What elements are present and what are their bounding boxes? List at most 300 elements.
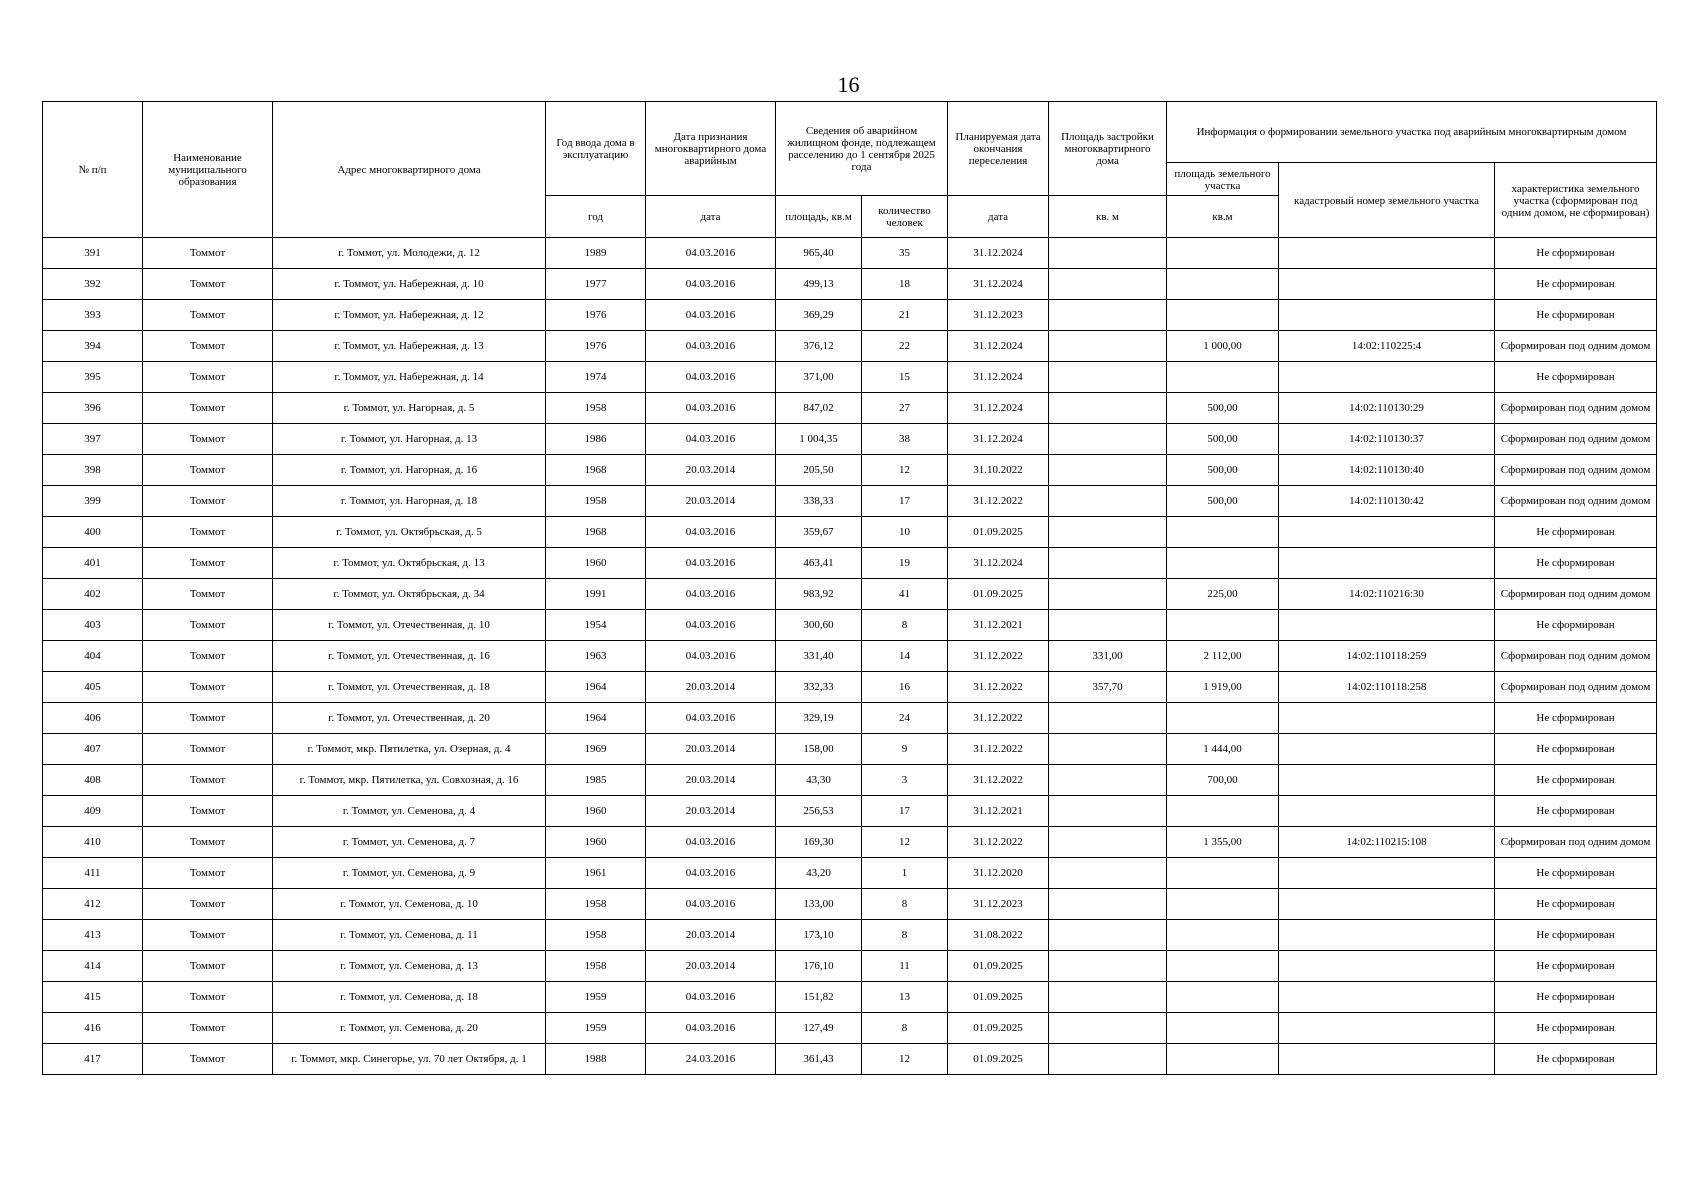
municipality-cell: Томмот: [143, 734, 273, 765]
planned-end-cell: 31.12.2024: [948, 424, 1049, 455]
planned-end-cell: 31.12.2020: [948, 858, 1049, 889]
planned-end-cell: 31.12.2024: [948, 548, 1049, 579]
people-count-cell: 13: [862, 982, 948, 1013]
row-number: 394: [43, 331, 143, 362]
people-count-cell: 8: [862, 920, 948, 951]
municipality-cell: Томмот: [143, 579, 273, 610]
land-char-cell: Не сформирован: [1495, 920, 1657, 951]
built-area-cell: [1049, 796, 1167, 827]
table-row: [43, 362, 1657, 393]
area-cell: 43,30: [776, 765, 862, 796]
cadastral-number-cell: [1279, 889, 1495, 920]
municipality-cell: Томмот: [143, 424, 273, 455]
land-char-cell: Не сформирован: [1495, 238, 1657, 269]
recognition-date-cell: 20.03.2014: [646, 796, 776, 827]
table-row: [43, 734, 1657, 765]
table-row: [43, 610, 1657, 641]
land-char-cell: Не сформирован: [1495, 548, 1657, 579]
land-area-cell: 500,00: [1167, 486, 1279, 517]
land-char-cell: Не сформирован: [1495, 362, 1657, 393]
planned-end-cell: 01.09.2025: [948, 982, 1049, 1013]
table-row: [43, 703, 1657, 734]
cadastral-number-cell: [1279, 362, 1495, 393]
table-row: [43, 424, 1657, 455]
land-char-cell: Не сформирован: [1495, 889, 1657, 920]
people-count-cell: 12: [862, 1044, 948, 1075]
municipality-cell: Томмот: [143, 517, 273, 548]
area-cell: 338,33: [776, 486, 862, 517]
people-count-cell: 8: [862, 1013, 948, 1044]
row-number: 398: [43, 455, 143, 486]
built-area-cell: [1049, 889, 1167, 920]
header-built-area: Площадь застройки многоквартирного дома: [1049, 102, 1167, 196]
area-cell: 499,13: [776, 269, 862, 300]
address-cell: г. Томмот, ул. Семенова, д. 11: [273, 920, 546, 951]
table-row: [43, 889, 1657, 920]
area-cell: 173,10: [776, 920, 862, 951]
table-row: [43, 1044, 1657, 1075]
recognition-date-cell: 04.03.2016: [646, 548, 776, 579]
recognition-date-cell: 04.03.2016: [646, 269, 776, 300]
built-area-cell: [1049, 362, 1167, 393]
row-number: 409: [43, 796, 143, 827]
area-cell: 847,02: [776, 393, 862, 424]
area-cell: 983,92: [776, 579, 862, 610]
recognition-date-cell: 04.03.2016: [646, 610, 776, 641]
land-area-cell: [1167, 982, 1279, 1013]
built-area-cell: [1049, 331, 1167, 362]
table-row: [43, 579, 1657, 610]
land-area-cell: [1167, 703, 1279, 734]
year-built-cell: 1958: [546, 393, 646, 424]
address-cell: г. Томмот, ул. Семенова, д. 7: [273, 827, 546, 858]
header-recognition-date: Дата признания многоквартирного дома аварийным: [646, 102, 776, 196]
year-built-cell: 1958: [546, 920, 646, 951]
land-area-cell: 2 112,00: [1167, 641, 1279, 672]
municipality-cell: Томмот: [143, 393, 273, 424]
area-cell: 127,49: [776, 1013, 862, 1044]
recognition-date-cell: 04.03.2016: [646, 424, 776, 455]
year-built-cell: 1991: [546, 579, 646, 610]
built-area-cell: [1049, 517, 1167, 548]
planned-end-cell: 31.12.2022: [948, 672, 1049, 703]
recognition-date-cell: 04.03.2016: [646, 982, 776, 1013]
area-cell: 169,30: [776, 827, 862, 858]
table-row: [43, 641, 1657, 672]
people-count-cell: 12: [862, 455, 948, 486]
municipality-cell: Томмот: [143, 238, 273, 269]
area-cell: 361,43: [776, 1044, 862, 1075]
cadastral-number-cell: [1279, 796, 1495, 827]
built-area-cell: [1049, 734, 1167, 765]
year-built-cell: 1985: [546, 765, 646, 796]
year-built-cell: 1958: [546, 486, 646, 517]
municipality-cell: Томмот: [143, 672, 273, 703]
planned-end-cell: 31.08.2022: [948, 920, 1049, 951]
municipality-cell: Томмот: [143, 703, 273, 734]
land-char-cell: Сформирован под одним домом: [1495, 672, 1657, 703]
land-area-cell: [1167, 858, 1279, 889]
recognition-date-cell: 04.03.2016: [646, 362, 776, 393]
municipality-cell: Томмот: [143, 796, 273, 827]
municipality-cell: Томмот: [143, 827, 273, 858]
people-count-cell: 15: [862, 362, 948, 393]
table-row: [43, 951, 1657, 982]
municipality-cell: Томмот: [143, 920, 273, 951]
year-built-cell: 1974: [546, 362, 646, 393]
area-cell: 133,00: [776, 889, 862, 920]
people-count-cell: 1: [862, 858, 948, 889]
address-cell: г. Томмот, ул. Набережная, д. 14: [273, 362, 546, 393]
built-area-cell: [1049, 1044, 1167, 1075]
planned-end-cell: 31.12.2022: [948, 827, 1049, 858]
people-count-cell: 11: [862, 951, 948, 982]
row-number: 400: [43, 517, 143, 548]
people-count-cell: 22: [862, 331, 948, 362]
municipality-cell: Томмот: [143, 300, 273, 331]
area-cell: 332,33: [776, 672, 862, 703]
area-cell: 463,41: [776, 548, 862, 579]
area-cell: 329,19: [776, 703, 862, 734]
recognition-date-cell: 20.03.2014: [646, 455, 776, 486]
cadastral-number-cell: [1279, 300, 1495, 331]
municipality-cell: Томмот: [143, 548, 273, 579]
planned-end-cell: 31.12.2023: [948, 889, 1049, 920]
municipality-cell: Томмот: [143, 486, 273, 517]
address-cell: г. Томмот, ул. Набережная, д. 10: [273, 269, 546, 300]
planned-end-cell: 31.12.2024: [948, 393, 1049, 424]
land-area-cell: [1167, 1013, 1279, 1044]
row-number: 397: [43, 424, 143, 455]
table-row: [43, 517, 1657, 548]
address-cell: г. Томмот, ул. Семенова, д. 9: [273, 858, 546, 889]
area-cell: 359,67: [776, 517, 862, 548]
cadastral-number-cell: [1279, 517, 1495, 548]
year-built-cell: 1977: [546, 269, 646, 300]
land-area-cell: [1167, 517, 1279, 548]
planned-end-cell: 31.12.2022: [948, 703, 1049, 734]
address-cell: г. Томмот, ул. Семенова, д. 13: [273, 951, 546, 982]
address-cell: г. Томмот, ул. Нагорная, д. 13: [273, 424, 546, 455]
built-area-cell: 357,70: [1049, 672, 1167, 703]
address-cell: г. Томмот, ул. Семенова, д. 10: [273, 889, 546, 920]
land-char-cell: Не сформирован: [1495, 269, 1657, 300]
municipality-cell: Томмот: [143, 951, 273, 982]
row-number: 415: [43, 982, 143, 1013]
municipality-cell: Томмот: [143, 269, 273, 300]
planned-end-cell: 31.12.2024: [948, 362, 1049, 393]
built-area-cell: [1049, 486, 1167, 517]
people-count-cell: 17: [862, 486, 948, 517]
address-cell: г. Томмот, ул. Молодежи, д. 12: [273, 238, 546, 269]
land-char-cell: Сформирован под одним домом: [1495, 393, 1657, 424]
area-cell: 205,50: [776, 455, 862, 486]
header-land-info: Информация о формировании земельного участка под аварийным многоквартирным домом: [1167, 102, 1657, 163]
year-built-cell: 1986: [546, 424, 646, 455]
row-number: 391: [43, 238, 143, 269]
land-area-cell: [1167, 889, 1279, 920]
page-number: 16: [837, 72, 860, 97]
land-char-cell: Сформирован под одним домом: [1495, 455, 1657, 486]
planned-end-cell: 31.12.2023: [948, 300, 1049, 331]
cadastral-number-cell: 14:02:110225:4: [1279, 331, 1495, 362]
table-header: [43, 102, 1657, 238]
row-number: 412: [43, 889, 143, 920]
recognition-date-cell: 20.03.2014: [646, 765, 776, 796]
table-row: [43, 269, 1657, 300]
land-char-cell: Не сформирован: [1495, 982, 1657, 1013]
year-built-cell: 1960: [546, 548, 646, 579]
municipality-cell: Томмот: [143, 765, 273, 796]
row-number: 399: [43, 486, 143, 517]
cadastral-number-cell: [1279, 951, 1495, 982]
cadastral-number-cell: [1279, 765, 1495, 796]
land-char-cell: Сформирован под одним домом: [1495, 579, 1657, 610]
address-cell: г. Томмот, ул. Нагорная, д. 16: [273, 455, 546, 486]
address-cell: г. Томмот, ул. Нагорная, д. 18: [273, 486, 546, 517]
row-number: 404: [43, 641, 143, 672]
unit-people: количество человек: [862, 196, 948, 238]
unit-year: год: [546, 196, 646, 238]
recognition-date-cell: 04.03.2016: [646, 393, 776, 424]
people-count-cell: 38: [862, 424, 948, 455]
land-area-cell: [1167, 548, 1279, 579]
people-count-cell: 35: [862, 238, 948, 269]
year-built-cell: 1963: [546, 641, 646, 672]
people-count-cell: 12: [862, 827, 948, 858]
land-area-cell: 500,00: [1167, 455, 1279, 486]
built-area-cell: [1049, 610, 1167, 641]
cadastral-number-cell: [1279, 982, 1495, 1013]
row-number: 401: [43, 548, 143, 579]
recognition-date-cell: 24.03.2016: [646, 1044, 776, 1075]
row-number: 411: [43, 858, 143, 889]
table-row: [43, 982, 1657, 1013]
planned-end-cell: 31.12.2022: [948, 765, 1049, 796]
unit-area: площадь, кв.м: [776, 196, 862, 238]
address-cell: г. Томмот, ул. Отечественная, д. 10: [273, 610, 546, 641]
people-count-cell: 9: [862, 734, 948, 765]
area-cell: 376,12: [776, 331, 862, 362]
land-char-cell: Сформирован под одним домом: [1495, 486, 1657, 517]
row-number: 403: [43, 610, 143, 641]
year-built-cell: 1961: [546, 858, 646, 889]
table-body: [43, 238, 1657, 1075]
people-count-cell: 10: [862, 517, 948, 548]
area-cell: 43,20: [776, 858, 862, 889]
cadastral-number-cell: 14:02:110130:29: [1279, 393, 1495, 424]
cadastral-number-cell: [1279, 1013, 1495, 1044]
land-area-cell: [1167, 300, 1279, 331]
people-count-cell: 8: [862, 889, 948, 920]
year-built-cell: 1969: [546, 734, 646, 765]
land-area-cell: [1167, 1044, 1279, 1075]
recognition-date-cell: 20.03.2014: [646, 920, 776, 951]
address-cell: г. Томмот, ул. Семенова, д. 18: [273, 982, 546, 1013]
land-char-cell: Не сформирован: [1495, 734, 1657, 765]
people-count-cell: 17: [862, 796, 948, 827]
table-row: [43, 238, 1657, 269]
cadastral-number-cell: [1279, 269, 1495, 300]
planned-end-cell: 01.09.2025: [948, 517, 1049, 548]
planned-end-cell: 01.09.2025: [948, 1013, 1049, 1044]
table-row: [43, 672, 1657, 703]
year-built-cell: 1988: [546, 1044, 646, 1075]
land-area-cell: [1167, 362, 1279, 393]
land-char-cell: Не сформирован: [1495, 300, 1657, 331]
row-number: 402: [43, 579, 143, 610]
land-char-cell: Не сформирован: [1495, 951, 1657, 982]
built-area-cell: [1049, 951, 1167, 982]
recognition-date-cell: 04.03.2016: [646, 827, 776, 858]
area-cell: 176,10: [776, 951, 862, 982]
area-cell: 1 004,35: [776, 424, 862, 455]
year-built-cell: 1958: [546, 889, 646, 920]
address-cell: г. Томмот, ул. Октябрьская, д. 5: [273, 517, 546, 548]
year-built-cell: 1976: [546, 300, 646, 331]
row-number: 392: [43, 269, 143, 300]
year-built-cell: 1959: [546, 1013, 646, 1044]
address-cell: г. Томмот, ул. Отечественная, д. 16: [273, 641, 546, 672]
recognition-date-cell: 04.03.2016: [646, 641, 776, 672]
unit-date: дата: [646, 196, 776, 238]
people-count-cell: 18: [862, 269, 948, 300]
address-cell: г. Томмот, ул. Нагорная, д. 5: [273, 393, 546, 424]
land-area-cell: [1167, 796, 1279, 827]
planned-end-cell: 31.12.2024: [948, 269, 1049, 300]
area-cell: 300,60: [776, 610, 862, 641]
year-built-cell: 1989: [546, 238, 646, 269]
area-cell: 369,29: [776, 300, 862, 331]
built-area-cell: [1049, 982, 1167, 1013]
planned-end-cell: 31.12.2022: [948, 734, 1049, 765]
planned-end-cell: 31.12.2021: [948, 796, 1049, 827]
built-area-cell: [1049, 765, 1167, 796]
area-cell: 151,82: [776, 982, 862, 1013]
address-cell: г. Томмот, ул. Октябрьская, д. 13: [273, 548, 546, 579]
land-area-cell: [1167, 920, 1279, 951]
land-area-cell: 1 355,00: [1167, 827, 1279, 858]
cadastral-number-cell: 14:02:110118:259: [1279, 641, 1495, 672]
address-cell: г. Томмот, ул. Семенова, д. 20: [273, 1013, 546, 1044]
built-area-cell: [1049, 579, 1167, 610]
table-row: [43, 393, 1657, 424]
address-cell: г. Томмот, ул. Набережная, д. 12: [273, 300, 546, 331]
year-built-cell: 1960: [546, 827, 646, 858]
municipality-cell: Томмот: [143, 982, 273, 1013]
land-char-cell: Не сформирован: [1495, 517, 1657, 548]
planned-end-cell: 01.09.2025: [948, 951, 1049, 982]
year-built-cell: 1976: [546, 331, 646, 362]
built-area-cell: [1049, 827, 1167, 858]
area-cell: 256,53: [776, 796, 862, 827]
area-cell: 965,40: [776, 238, 862, 269]
address-cell: г. Томмот, ул. Отечественная, д. 20: [273, 703, 546, 734]
table-row: [43, 300, 1657, 331]
cadastral-number-cell: [1279, 858, 1495, 889]
built-area-cell: 331,00: [1049, 641, 1167, 672]
people-count-cell: 8: [862, 610, 948, 641]
unit-sqm-built: кв. м: [1049, 196, 1167, 238]
header-emergency-info: Сведения об аварийном жилищном фонде, подлежащем расселению до 1 сентября 2025 года: [776, 102, 948, 196]
table-row: [43, 486, 1657, 517]
table-row: [43, 858, 1657, 889]
land-char-cell: Не сформирован: [1495, 703, 1657, 734]
people-count-cell: 21: [862, 300, 948, 331]
people-count-cell: 14: [862, 641, 948, 672]
cadastral-number-cell: [1279, 703, 1495, 734]
planned-end-cell: 31.12.2022: [948, 641, 1049, 672]
address-cell: г. Томмот, ул. Семенова, д. 4: [273, 796, 546, 827]
row-number: 413: [43, 920, 143, 951]
emergency-housing-table: [42, 101, 1657, 1075]
land-char-cell: Сформирован под одним домом: [1495, 827, 1657, 858]
address-cell: г. Томмот, мкр. Пятилетка, ул. Озерная, д. 4: [273, 734, 546, 765]
table-row: [43, 827, 1657, 858]
table-row: [43, 765, 1657, 796]
cadastral-number-cell: 14:02:110118:258: [1279, 672, 1495, 703]
year-built-cell: 1968: [546, 455, 646, 486]
land-area-cell: 500,00: [1167, 393, 1279, 424]
area-cell: 371,00: [776, 362, 862, 393]
municipality-cell: Томмот: [143, 889, 273, 920]
built-area-cell: [1049, 393, 1167, 424]
row-number: 393: [43, 300, 143, 331]
cadastral-number-cell: 14:02:110215:108: [1279, 827, 1495, 858]
address-cell: г. Томмот, мкр. Пятилетка, ул. Совхозная, д. 16: [273, 765, 546, 796]
area-cell: 158,00: [776, 734, 862, 765]
recognition-date-cell: 04.03.2016: [646, 703, 776, 734]
land-char-cell: Не сформирован: [1495, 1013, 1657, 1044]
built-area-cell: [1049, 455, 1167, 486]
table-row: [43, 455, 1657, 486]
built-area-cell: [1049, 703, 1167, 734]
address-cell: г. Томмот, ул. Октябрьская, д. 34: [273, 579, 546, 610]
unit-sqm-land: кв.м: [1167, 196, 1279, 238]
built-area-cell: [1049, 548, 1167, 579]
land-area-cell: [1167, 610, 1279, 641]
people-count-cell: 24: [862, 703, 948, 734]
unit-date-end: дата: [948, 196, 1049, 238]
people-count-cell: 19: [862, 548, 948, 579]
header-land-char: характеристика земельного участка (сформирован под одним домом, не сформирован): [1495, 163, 1657, 238]
year-built-cell: 1958: [546, 951, 646, 982]
year-built-cell: 1964: [546, 703, 646, 734]
area-cell: 331,40: [776, 641, 862, 672]
table-row: [43, 1013, 1657, 1044]
cadastral-number-cell: [1279, 238, 1495, 269]
row-number: 396: [43, 393, 143, 424]
land-area-cell: 1 000,00: [1167, 331, 1279, 362]
row-number: 416: [43, 1013, 143, 1044]
land-char-cell: Не сформирован: [1495, 765, 1657, 796]
planned-end-cell: 31.10.2022: [948, 455, 1049, 486]
people-count-cell: 16: [862, 672, 948, 703]
cadastral-number-cell: 14:02:110130:40: [1279, 455, 1495, 486]
municipality-cell: Томмот: [143, 1013, 273, 1044]
recognition-date-cell: 04.03.2016: [646, 300, 776, 331]
land-area-cell: 1 444,00: [1167, 734, 1279, 765]
address-cell: г. Томмот, ул. Отечественная, д. 18: [273, 672, 546, 703]
header-cadastral: кадастровый номер земельного участка: [1279, 163, 1495, 238]
people-count-cell: 41: [862, 579, 948, 610]
row-number: 395: [43, 362, 143, 393]
cadastral-number-cell: [1279, 734, 1495, 765]
municipality-cell: Томмот: [143, 455, 273, 486]
municipality-cell: Томмот: [143, 858, 273, 889]
table-row: [43, 796, 1657, 827]
cadastral-number-cell: [1279, 920, 1495, 951]
